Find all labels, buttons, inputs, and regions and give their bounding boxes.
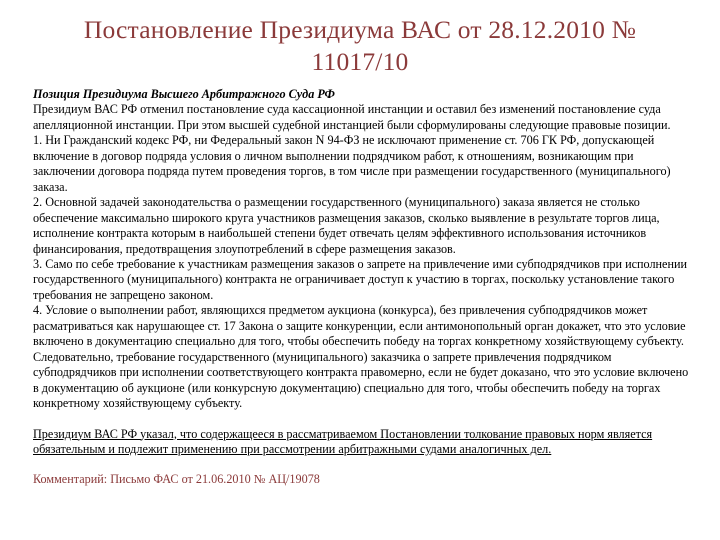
paragraph-point-1: 1. Ни Гражданский кодекс РФ, ни Федеральный закон N 94-ФЗ не исключают применение ст. 706 ГК РФ, допускающей включение в договор подряда условия о личном выполнении подрядчиком работ, к отношениям, возникающим при заключении договора подряда путем проведения торгов, в том числе при размещении государственного (муниципального) заказа. — [33, 133, 671, 194]
section-heading: Позиция Президиума Высшего Арбитражного Суда РФ — [33, 87, 335, 101]
paragraph-point-2: 2. Основной задачей законодательства о размещении государственного (муниципального) заказа является не столько обеспечение максимально широкого круга участников размещения заказов, сколько выявление в результате торгов лица, исполнение контракта которым в наибольшей степени будет отвечать целям эффективного использования источников финансирования, предотвращения злоупотреблений в сфере размещения заказов. — [33, 195, 660, 256]
slide-body — [33, 87, 689, 488]
paragraph-point-3: 3. Само по себе требование к участникам размещения заказов о запрете на привлечение ими субподрядчиков при исполнении государственного (муниципального) контракта не ограничивает доступ к участию в торгах, поскольку установление такого требования не запрещено законом. — [33, 256, 688, 302]
spacer — [33, 457, 689, 472]
spacer — [33, 412, 689, 427]
comment-reference: Комментарий: Письмо ФАС от 21.06.2010 № АЦ/19078 — [33, 472, 320, 487]
paragraph-consequently: Следовательно, требование государственного (муниципального) заказчика о запрете привлечения подрядчиком субподрядчиков при исполнении соответствующего контракта правомерно, если не будет доказано, что это условие включено в документацию об аукционе (или конкурсную документацию) специально для того, чтобы обеспечить победу на торгах конкретному хозяйствующему субъекту. — [33, 349, 689, 411]
paragraph-point-4: 4. Условие о выполнении работ, являющихся предметом аукциона (конкурса), без привлечения субподрядчиков может расматриваться как нарушающее ст. 17 Закона о защите конкуренции, если антимонопольный орган докажет, что это условие включено в документацию специально для того, чтобы обеспечить победу на торгах конкретному хозяйствующему субъекту. — [33, 303, 686, 349]
paragraph-intro: Президиум ВАС РФ отменил постановление суда кассационной инстанции и оставил без изменений постановление суда апелляционной инстанции. При этом высшей судебной инстанцией были сформулированы следующие правовые позиции. — [33, 102, 671, 132]
slide-title: Постановление Президиума ВАС от 28.12.2010 № 11017/10 — [83, 15, 637, 76]
conclusion-text: Президиум ВАС РФ указал, что содержащееся в рассматриваемом Постановлении толкование правовых норм является обязательным и подлежит применению при рассмотрении арбитражными судами аналогичных дел. — [33, 426, 653, 456]
